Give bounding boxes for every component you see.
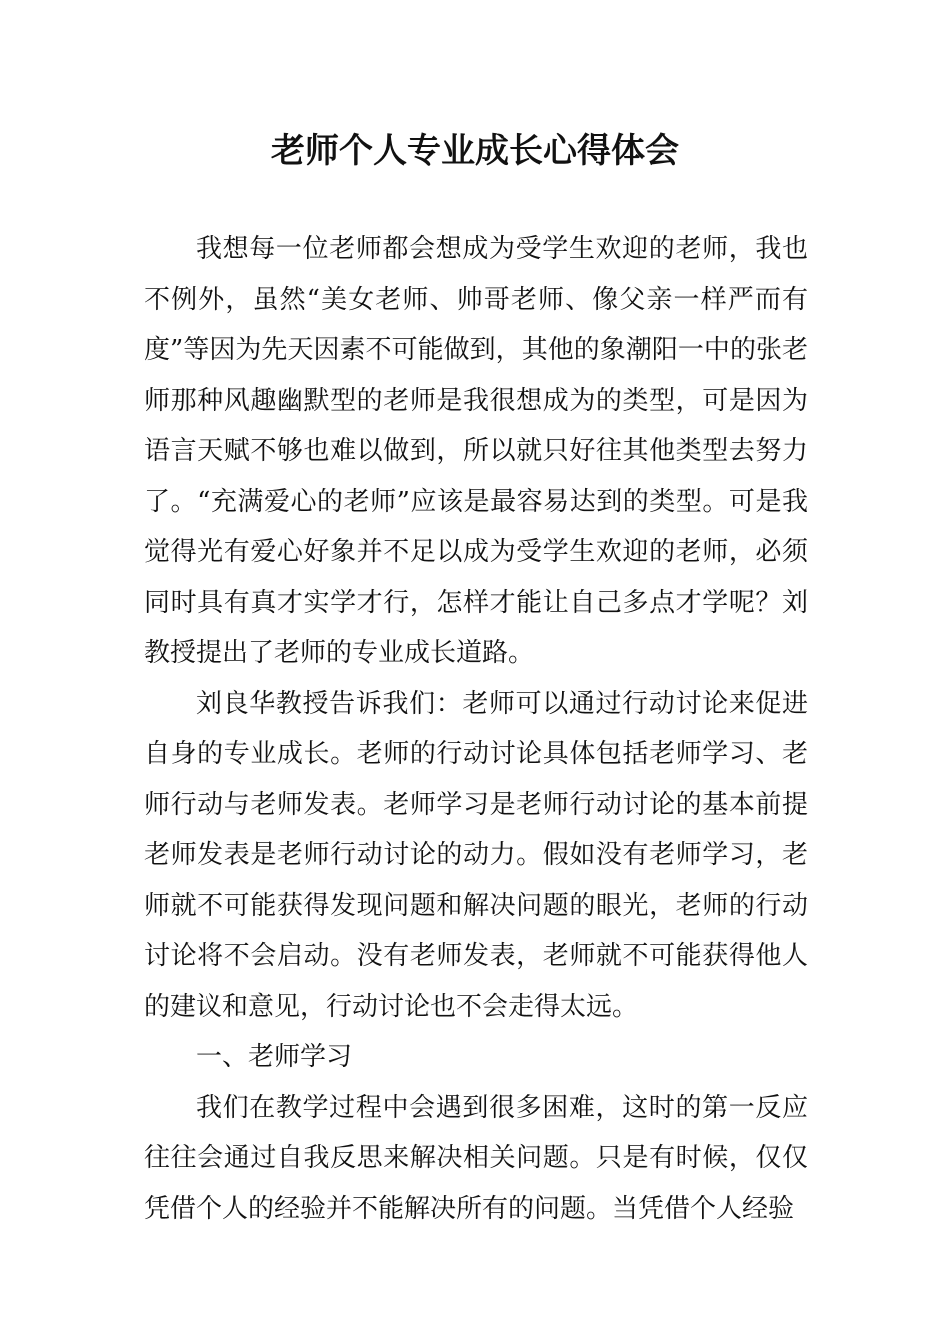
paragraph-2: 刘良华教授告诉我们：老师可以通过行动讨论来促进自身的专业成长。老师的行动讨论具体包括老师学习、老师行动与老师发表。老师学习是老师行动讨论的基本前提老师发表是老师行动讨论的动力。假如没有老师学习，老师就不可能获得发现问题和解决问题的眼光，老师的行动讨论将不会启动。没有老师发表，老师就不可能获得他人的建议和意见，行动讨论也不会走得太远。: [144, 688, 808, 1022]
paragraph-1: 我想每一位老师都会想成为受学生欢迎的老师，我也不例外，虽然“美女老师、帅哥老师、像父亲一样严而有度”等因为先天因素不可能做到，其他的象潮阳一中的张老师那种风趣幽默型的老师是我很想成为的类型，可是因为语言天赋不够也难以做到，所以就只好往其他类型去努力了。“充满爱心的老师”应该是最容易达到的类型。可是我觉得光有爱心好象并不足以成为受学生欢迎的老师，必须同时具有真才实学才行，怎样才能让自己多点才学呢？刘教授提出了老师的专业成长道路。: [144, 234, 808, 668]
document-title: 老师个人专业成长心得体会: [271, 131, 679, 171]
section-heading: 一、老师学习: [196, 1042, 353, 1072]
section-paragraph: 我们在教学过程中会遇到很多困难，这时的第一反应往往会通过自我反思来解决相关问题。只是有时候，仅仅凭借个人的经验并不能解决所有的问题。当凭借个人经验: [144, 1092, 808, 1224]
document-body: [144, 224, 808, 1234]
